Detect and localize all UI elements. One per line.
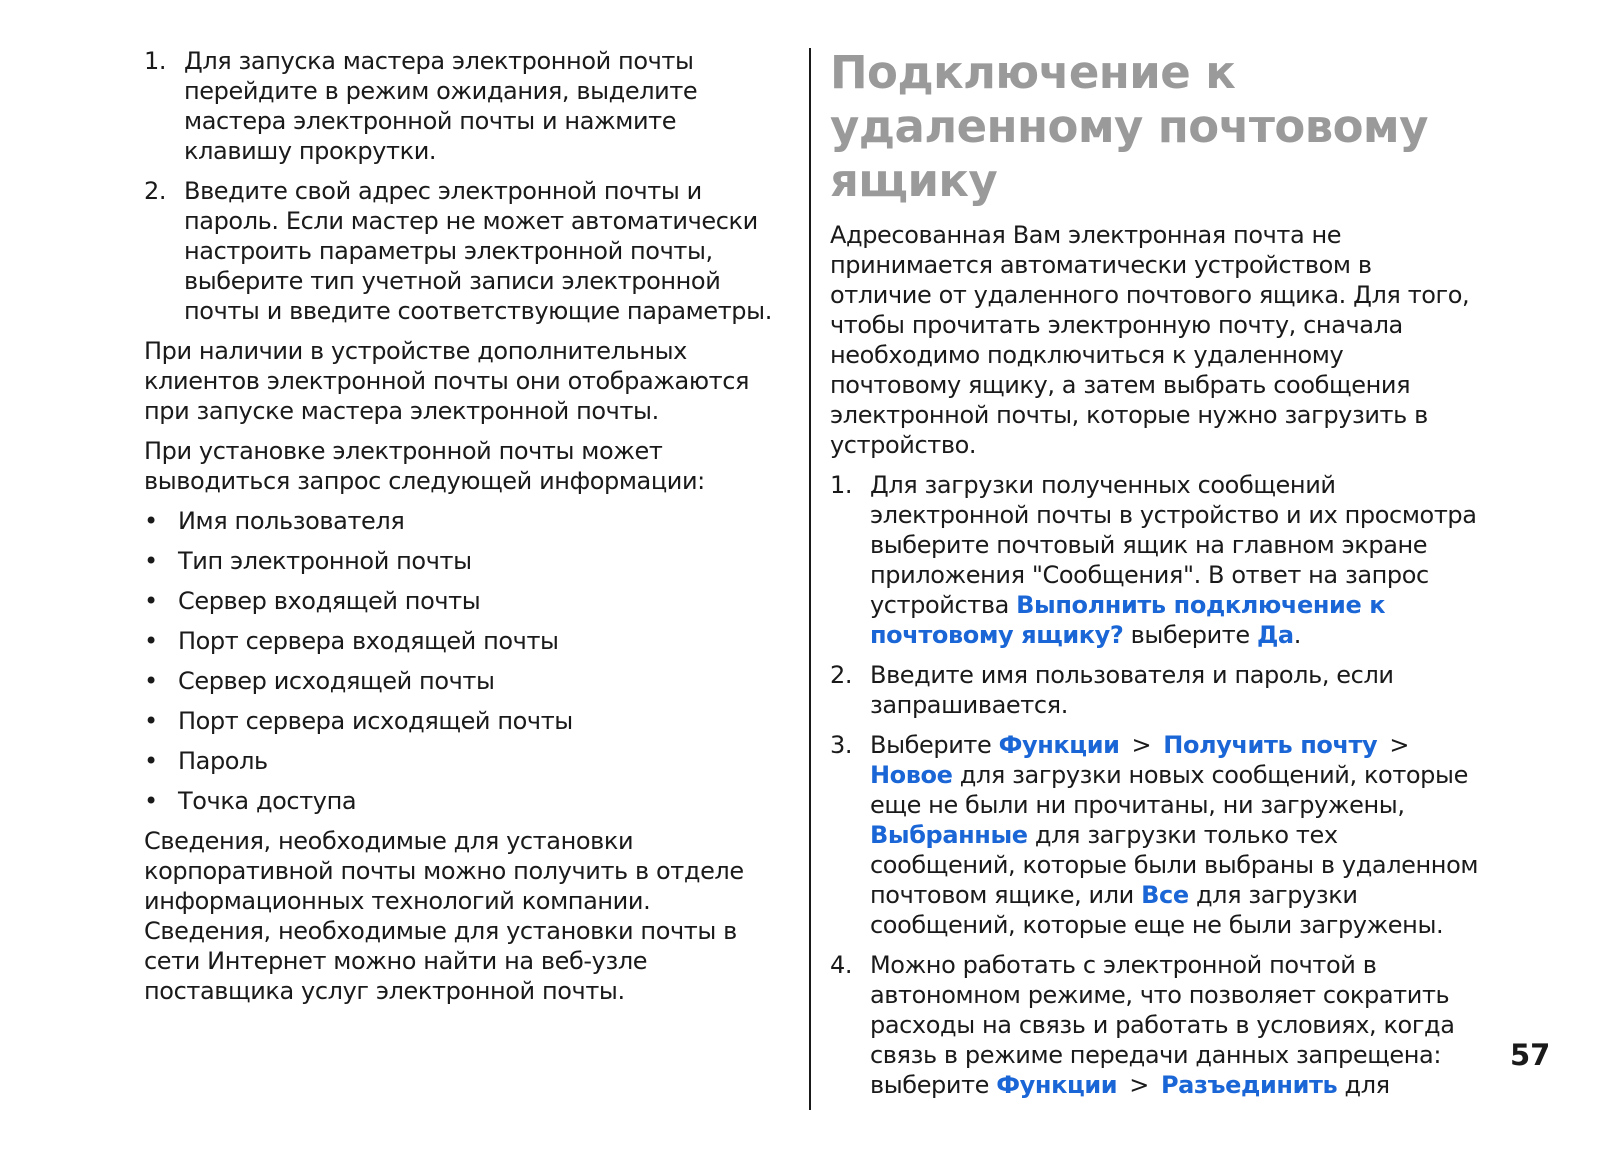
list-item bbox=[830, 730, 1480, 940]
list-item bbox=[144, 786, 780, 816]
menu-separator: > bbox=[1131, 731, 1152, 759]
bullet-icon: • bbox=[144, 787, 158, 815]
step-number: 1. bbox=[144, 47, 167, 75]
list-item bbox=[144, 666, 780, 696]
step-text-part: для загрузки сообщений, которые еще не были загружены. bbox=[870, 881, 1444, 939]
step-text-part: для bbox=[1337, 1071, 1390, 1099]
list-item bbox=[830, 470, 1480, 650]
step-text-part: Выберите bbox=[870, 731, 999, 759]
page-number: 57 bbox=[1510, 1038, 1551, 1072]
step-number: 1. bbox=[830, 471, 853, 499]
step-number: 2. bbox=[830, 661, 853, 689]
list-item-text: Сервер исходящей почты bbox=[178, 667, 495, 695]
step-text bbox=[870, 950, 1480, 1100]
paragraph-info-request: При установке электронной почты может выводиться запрос следующей информации: bbox=[144, 437, 705, 495]
list-item bbox=[144, 176, 780, 326]
step-number: 4. bbox=[830, 951, 853, 979]
list-item bbox=[144, 46, 780, 166]
step-text: Введите свой адрес электронной почты и пароль. Если мастер не может автоматически настроить параметры электронной почты, выберите тип учетной записи электронной почты и введите соответствующие параметры. bbox=[184, 177, 772, 325]
bullet-icon: • bbox=[144, 587, 158, 615]
list-item bbox=[144, 706, 780, 736]
list-item-text: Сервер входящей почты bbox=[178, 587, 481, 615]
setup-steps-list bbox=[144, 46, 780, 326]
ui-command-yes: Да bbox=[1256, 621, 1294, 649]
bullet-icon: • bbox=[144, 547, 158, 575]
list-item bbox=[830, 660, 1480, 720]
list-item bbox=[144, 546, 780, 576]
ui-command-connect-to-mailbox: Выполнить подключение к почтовому ящику? bbox=[870, 591, 1386, 649]
paragraph-additional-clients: При наличии в устройстве дополнительных клиентов электронной почты они отображаются при запуске мастера электронной почты. bbox=[144, 337, 750, 425]
list-item bbox=[830, 950, 1480, 1100]
step-text: Для запуска мастера электронной почты перейдите в режим ожидания, выделите мастера электронной почты и нажмите клавишу прокрутки. bbox=[184, 47, 698, 165]
menu-separator: > bbox=[1389, 731, 1410, 759]
step-text bbox=[870, 730, 1480, 940]
list-item-text: Порт сервера исходящей почты bbox=[178, 707, 573, 735]
step-text-part: для загрузки новых сообщений, которые еще не были ни прочитаны, ни загружены, bbox=[870, 761, 1468, 819]
required-info-list bbox=[144, 506, 780, 816]
paragraph-intro: Адресованная Вам электронная почта не принимается автоматически устройством в отличие от удаленного почтового ящика. Для того, чтобы прочитать электронную почту, сначала необходимо подключиться к удаленному почтовому ящику, а затем выбрать сообщения электронной почты, которые нужно загрузить в устройство. bbox=[830, 221, 1470, 459]
ui-command-selected: Выбранные bbox=[870, 821, 1028, 849]
list-item bbox=[144, 746, 780, 776]
list-item bbox=[144, 626, 780, 656]
ui-command-functions: Функции bbox=[996, 1071, 1118, 1099]
section-title: Подключение к удаленному почтовому ящику bbox=[830, 46, 1428, 207]
ui-command-get-mail: Получить почту bbox=[1163, 731, 1378, 759]
list-item-text: Пароль bbox=[178, 747, 268, 775]
step-number: 2. bbox=[144, 177, 167, 205]
list-item-text: Имя пользователя bbox=[178, 507, 405, 535]
list-item bbox=[144, 586, 780, 616]
step-text-part: Для загрузки полученных сообщений электронной почты в устройство и их просмотра выберите почтовый ящик на главном экране приложения "Сообщения". В ответ на запрос устройства bbox=[870, 471, 1477, 619]
ui-command-new: Новое bbox=[870, 761, 953, 789]
column-divider bbox=[809, 48, 811, 1110]
list-item-text: Тип электронной почты bbox=[178, 547, 472, 575]
step-text bbox=[870, 470, 1480, 650]
ui-command-disconnect: Разъединить bbox=[1160, 1071, 1338, 1099]
list-item-text: Точка доступа bbox=[178, 787, 357, 815]
bullet-icon: • bbox=[144, 507, 158, 535]
step-text: Введите имя пользователя и пароль, если запрашивается. bbox=[870, 661, 1394, 719]
remote-mailbox-steps-list bbox=[830, 470, 1480, 1100]
bullet-icon: • bbox=[144, 747, 158, 775]
step-text-part: выберите bbox=[1123, 621, 1257, 649]
list-item-text: Порт сервера входящей почты bbox=[178, 627, 559, 655]
step-text-part: Можно работать с электронной почтой в автономном режиме, что позволяет сократить расходы на связь и работать в условиях, когда связь в режиме передачи данных запрещена: выберите bbox=[870, 951, 1455, 1099]
step-text-part: для загрузки только тех сообщений, которые были выбраны в удаленном почтовом ящике, или bbox=[870, 821, 1479, 909]
right-column bbox=[830, 46, 1480, 1110]
bullet-icon: • bbox=[144, 707, 158, 735]
menu-separator: > bbox=[1129, 1071, 1149, 1099]
ui-command-functions: Функции bbox=[998, 731, 1120, 759]
paragraph-corporate-mail-info: Сведения, необходимые для установки корпоративной почты можно получить в отделе информационных технологий компании. Сведения, необходимые для установки почты в сети Интернет можно найти на веб-узле поставщика услуг электронной почты. bbox=[144, 827, 744, 1005]
bullet-icon: • bbox=[144, 627, 158, 655]
step-number: 3. bbox=[830, 731, 853, 759]
list-item bbox=[144, 506, 780, 536]
ui-command-all: Все bbox=[1141, 881, 1189, 909]
step-text-part: . bbox=[1293, 621, 1301, 649]
left-column bbox=[144, 46, 780, 1016]
bullet-icon: • bbox=[144, 667, 158, 695]
